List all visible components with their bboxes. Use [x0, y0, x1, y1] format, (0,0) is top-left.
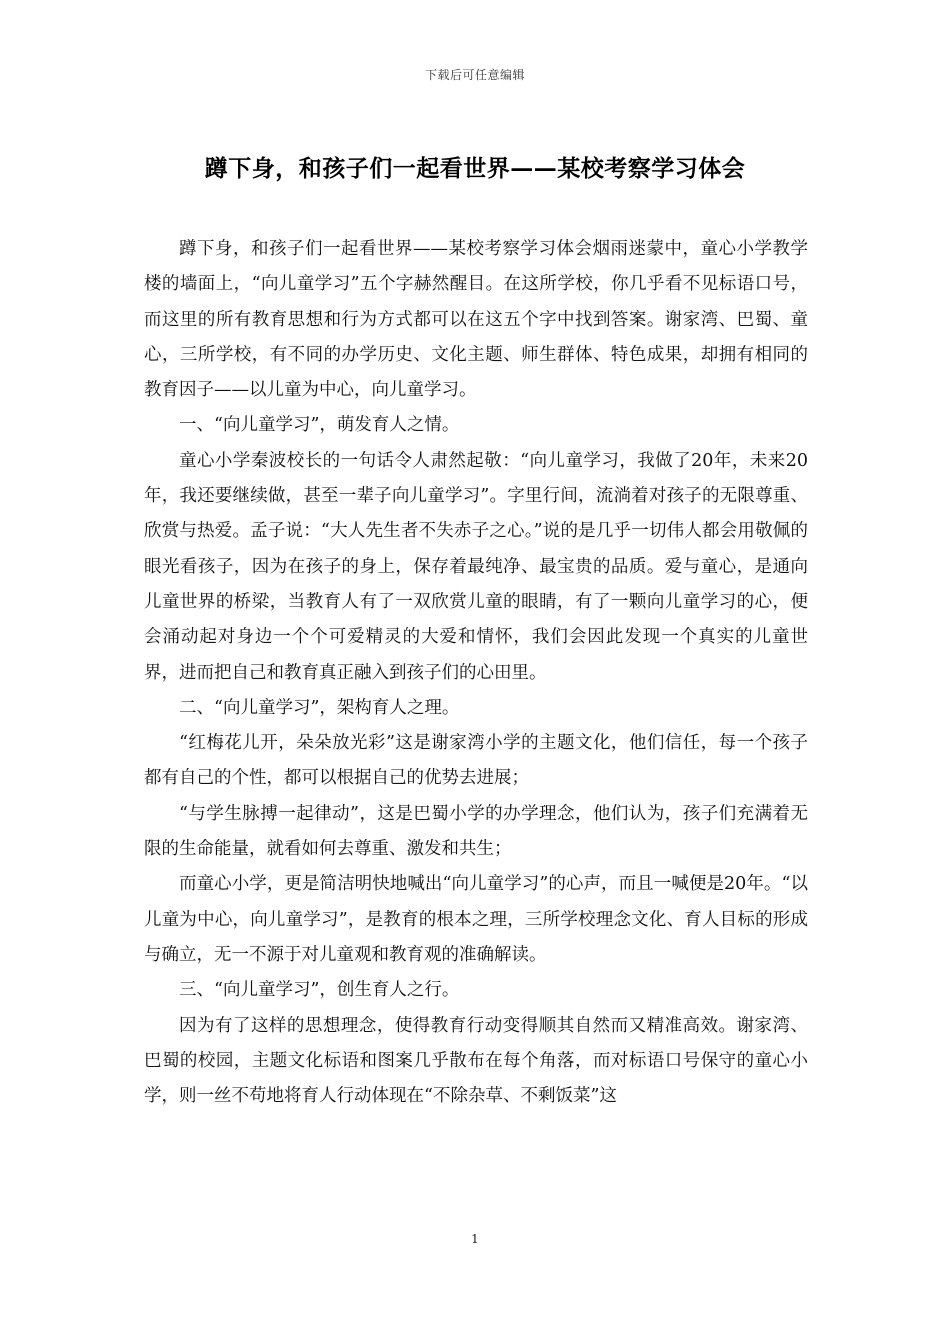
section-heading-3: 三、“向儿童学习”，创生育人之行。 — [179, 980, 460, 1001]
paragraph-xiejiawan: “红梅花儿开，朵朵放光彩”这是谢家湾小学的主题文化，他们信任，每一个孩子都有自己的个性，都可以根据自己的优势去进展； — [144, 733, 808, 789]
document-body — [144, 232, 808, 1114]
section-heading-2: 二、“向儿童学习”，架构育人之理。 — [179, 697, 460, 718]
paragraph-section-3: 因为有了这样的思想理念，使得教育行动变得顺其自然而又精准高效。谢家湾、巴蜀的校园，主题文化标语和图案几乎散布在每个角落，而对标语口号保守的童心小学，则一丝不苟地将育人行动体现在“不除杂草、不剩饭菜”这 — [144, 1015, 808, 1107]
page-number: 1 — [471, 1232, 479, 1246]
header-note: 下载后可任意编辑 — [424, 68, 525, 82]
paragraph-intro: 蹲下身，和孩子们一起看世界——某校考察学习体会烟雨迷蒙中，童心小学教学楼的墙面上，“向儿童学习”五个字赫然醒目。在这所学校，你几乎看不见标语口号，而这里的所有教育思想和行为方式都可以在这五个字中找到答案。谢家湾、巴蜀、童心，三所学校，有不同的办学历史、文化主题、师生群体、特色成果，却拥有相同的教育因子——以儿童为中心，向儿童学习。 — [144, 239, 808, 401]
section-heading-1: 一、“向儿童学习”，萌发育人之情。 — [179, 415, 460, 436]
paragraph-bashu: “与学生脉搏一起律动”，这是巴蜀小学的办学理念，他们认为，孩子们充满着无限的生命能量，就看如何去尊重、激发和共生； — [144, 803, 808, 860]
paragraph-tongxin: 而童心小学，更是简洁明快地喊出“向儿童学习”的心声，而且一喊便是20年。“以儿童为中心，向儿童学习”，是教育的根本之理，三所学校理念文化、育人目标的形成与确立，无一不源于对儿童观和教育观的准确解读。 — [144, 874, 808, 965]
paragraph-section-1: 童心小学秦波校长的一句话令人肃然起敬：“向儿童学习，我做了20年，未来20年，我还要继续做，甚至一辈子向儿童学习”。字里行间，流淌着对孩子的无限尊重、欣赏与热爱。孟子说：“大人先生者不失赤子之心。”说的是几乎一切伟人都会用敬佩的眼光看孩子，因为在孩子的身上，保存着最纯净、最宝贵的品质。爱与童心，是通向儿童世界的桥梁，当教育人有了一双欣赏儿童的眼睛，有了一颗向儿童学习的心，便会涌动起对身边一个个可爱精灵的大爱和情怀，我们会因此发现一个真实的儿童世界，进而把自己和教育真正融入到孩子们的心田里。 — [144, 450, 808, 683]
document-title: 蹲下身，和孩子们一起看世界——某校考察学习体会 — [204, 155, 746, 182]
